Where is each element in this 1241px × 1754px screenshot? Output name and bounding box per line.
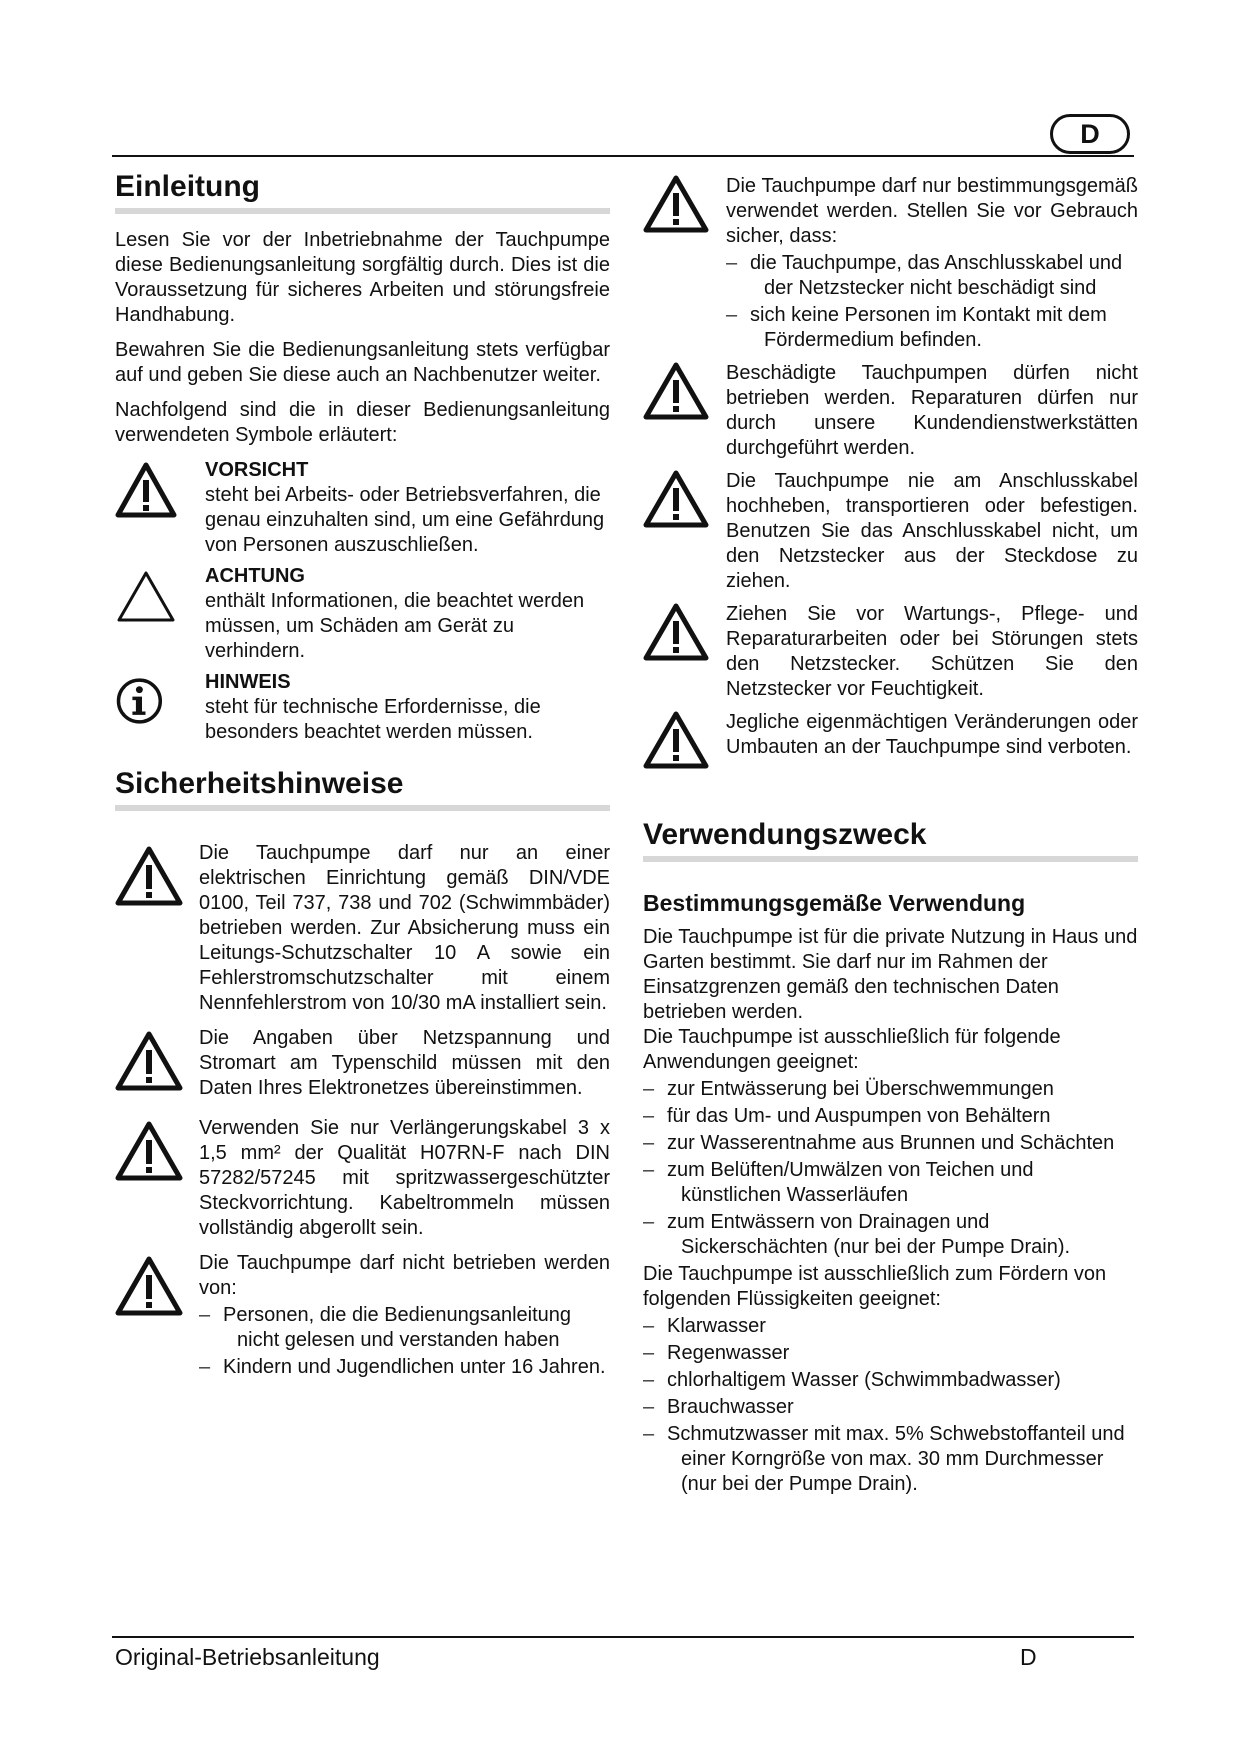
warning-text: Die Tauchpumpe darf nur an einer elektrischen Einrichtung gemäß DIN/VDE 0100, Teil 737, 738 und 702 (Schwimmbäder) betrieben werden. Zur Absicherung muss ein Leitungs-Schutzschalter 10 A sowie ein Fehlerstromschutzschalter mit einem Nennfehlerstrom von 10/30 mA installiert sein. [199, 842, 610, 1014]
warning-exclamation-icon [643, 710, 709, 770]
symbol-title: ACHTUNG [205, 565, 305, 587]
list-item: – die Tauchpumpe, das Anschlusskabel und der Netzstecker nicht beschädigt sind [726, 251, 1138, 301]
safety-warning-3 [115, 1116, 610, 1241]
not-operate-list [199, 1303, 610, 1380]
intro-paragraph-2: Bewahren Sie die Bedienungsanleitung stets verfügbar auf und geben Sie diese auch an Nachbenutzer weiter. [115, 339, 610, 386]
symbol-achtung [115, 564, 610, 664]
warning-exclamation-icon [115, 1255, 183, 1317]
right-warning-4 [643, 710, 1138, 790]
list-item: – Klarwasser [643, 1314, 1138, 1339]
language-badge: D [1050, 114, 1130, 154]
list-item: – zur Entwässerung bei Überschwemmungen [643, 1077, 1138, 1102]
symbol-description: enthält Informationen, die beachtet werden müssen, um Schäden am Gerät zu verhindern. [205, 590, 585, 662]
warning-exclamation-icon [115, 1030, 183, 1092]
symbol-title: VORSICHT [205, 459, 309, 481]
warning-text: Jegliche eigenmächtigen Veränderungen oder Umbauten an der Tauchpumpe sind verboten. [726, 711, 1138, 758]
precheck-list [726, 251, 1138, 353]
left-column [115, 170, 610, 1390]
warning-text: Ziehen Sie vor Wartungs-, Pflege- und Reparaturarbeiten oder bei Störungen stets den Netzstecker. Schützen Sie den Netzstecker vor Feuchtigkeit. [726, 603, 1138, 700]
warning-exclamation-icon [115, 845, 183, 907]
applications-list [643, 1077, 1138, 1260]
not-operate-intro: Die Tauchpumpe darf nicht betrieben werden von: [199, 1252, 610, 1299]
usage-subheading: Bestimmungsgemäße Verwendung [643, 890, 1026, 916]
safety-warning-1 [115, 841, 610, 1016]
symbol-description: steht für technische Erfordernisse, die besonders beachtet werden müssen. [205, 696, 541, 743]
footer-page-label: D [1020, 1644, 1037, 1670]
warning-text: Die Tauchpumpe darf nur bestimmungsgemäß verwendet werden. Stellen Sie vor Gebrauch sicher, dass: [726, 175, 1138, 247]
symbol-description: steht bei Arbeits- oder Betriebsverfahren, die genau einzuhalten sind, um eine Gefährdung von Personen auszuschließen. [205, 484, 605, 556]
usage-heading: Verwendungszweck [643, 818, 1138, 862]
right-warning-3 [643, 602, 1138, 702]
liquids-list [643, 1314, 1138, 1497]
list-item: – für das Um- und Auspumpen von Behältern [643, 1104, 1138, 1129]
usage-paragraph-2: Die Tauchpumpe ist ausschließlich für folgende Anwendungen geeignet: [643, 1026, 1061, 1073]
symbol-vorsicht [115, 458, 610, 558]
intro-heading: Einleitung [115, 170, 610, 214]
list-item: – Brauchwasser [643, 1395, 1138, 1420]
symbol-hinweis [115, 670, 610, 745]
footer-title: Original-Betriebsanleitung [115, 1644, 380, 1670]
right-warning-1 [643, 361, 1138, 461]
usage-paragraph-1: Die Tauchpumpe ist für die private Nutzung in Haus und Garten bestimmt. Sie darf nur im Rahmen der Einsatzgrenzen gemäß den technischen Daten betrieben werden. [643, 926, 1138, 1023]
list-item: – zum Entwässern von Drainagen und Sickerschächten (nur bei der Pumpe Drain). [643, 1210, 1138, 1260]
info-icon [115, 674, 169, 728]
warning-text: Die Tauchpumpe nie am Anschlusskabel hochheben, transportieren oder befestigen. Benutzen Sie das Anschlusskabel nicht, um den Netzstecker aus der Steckdose zu ziehen. [726, 470, 1138, 592]
list-item: – chlorhaltigem Wasser (Schwimmbadwasser) [643, 1368, 1138, 1393]
warning-exclamation-icon [643, 361, 709, 421]
list-item: – zur Wasserentnahme aus Brunnen und Schächten [643, 1131, 1138, 1156]
list-item: – Schmutzwasser mit max. 5% Schwebstoffanteil und einer Korngröße von max. 30 mm Durchmesser (nur bei der Pumpe Drain). [643, 1422, 1138, 1497]
safety-warning-2 [115, 1026, 610, 1106]
list-item: – sich keine Personen im Kontakt mit dem Fördermedium befinden. [726, 303, 1138, 353]
intro-paragraph-1: Lesen Sie vor der Inbetriebnahme der Tauchpumpe diese Bedienungsanleitung sorgfältig durch. Dies ist die Voraussetzung für sicheres Arbeiten und störungsfreie Handhabung. [115, 229, 610, 326]
warning-exclamation-icon [115, 1120, 183, 1182]
list-item: – zum Belüften/Umwälzen von Teichen und künstlichen Wasserläufen [643, 1158, 1138, 1208]
right-column [643, 174, 1138, 1499]
warning-text: Die Angaben über Netzspannung und Stromart am Typenschild müssen mit den Daten Ihres Elektronetzes übereinstimmen. [199, 1027, 610, 1099]
warning-exclamation-icon [643, 602, 709, 662]
warning-exclamation-icon [643, 469, 709, 529]
warning-text: Verwenden Sie nur Verlängerungskabel 3 x 1,5 mm² der Qualität H07RN-F nach DIN 57282/57245 mit spritzwassergeschützter Steckvorrichtung. Kabeltrommeln müssen vollständig abgerollt sein. [199, 1117, 610, 1239]
header-rule [112, 155, 1134, 157]
right-warning-2 [643, 469, 1138, 594]
symbol-title: HINWEIS [205, 671, 291, 693]
warning-exclamation-icon [115, 462, 177, 518]
usage-warning-intro [643, 174, 1138, 353]
list-item: – Regenwasser [643, 1341, 1138, 1366]
list-item: – Personen, die die Bedienungsanleitung nicht gelesen und verstanden haben [199, 1303, 610, 1353]
list-item: – Kindern und Jugendlichen unter 16 Jahren. [199, 1355, 610, 1380]
intro-paragraph-3: Nachfolgend sind die in dieser Bedienungsanleitung verwendeten Symbole erläutert: [115, 399, 610, 446]
safety-heading: Sicherheitshinweise [115, 767, 610, 811]
footer-rule [112, 1636, 1134, 1638]
usage-paragraph-3: Die Tauchpumpe ist ausschließlich zum Fördern von folgenden Flüssigkeiten geeignet: [643, 1263, 1107, 1310]
warning-exclamation-icon [643, 174, 709, 234]
safety-warning-4 [115, 1251, 610, 1380]
warning-triangle-icon [115, 568, 177, 624]
warning-text: Beschädigte Tauchpumpen dürfen nicht betrieben werden. Reparaturen dürfen nur durch unsere Kundendienstwerkstätten durchgeführt werden. [726, 362, 1138, 459]
